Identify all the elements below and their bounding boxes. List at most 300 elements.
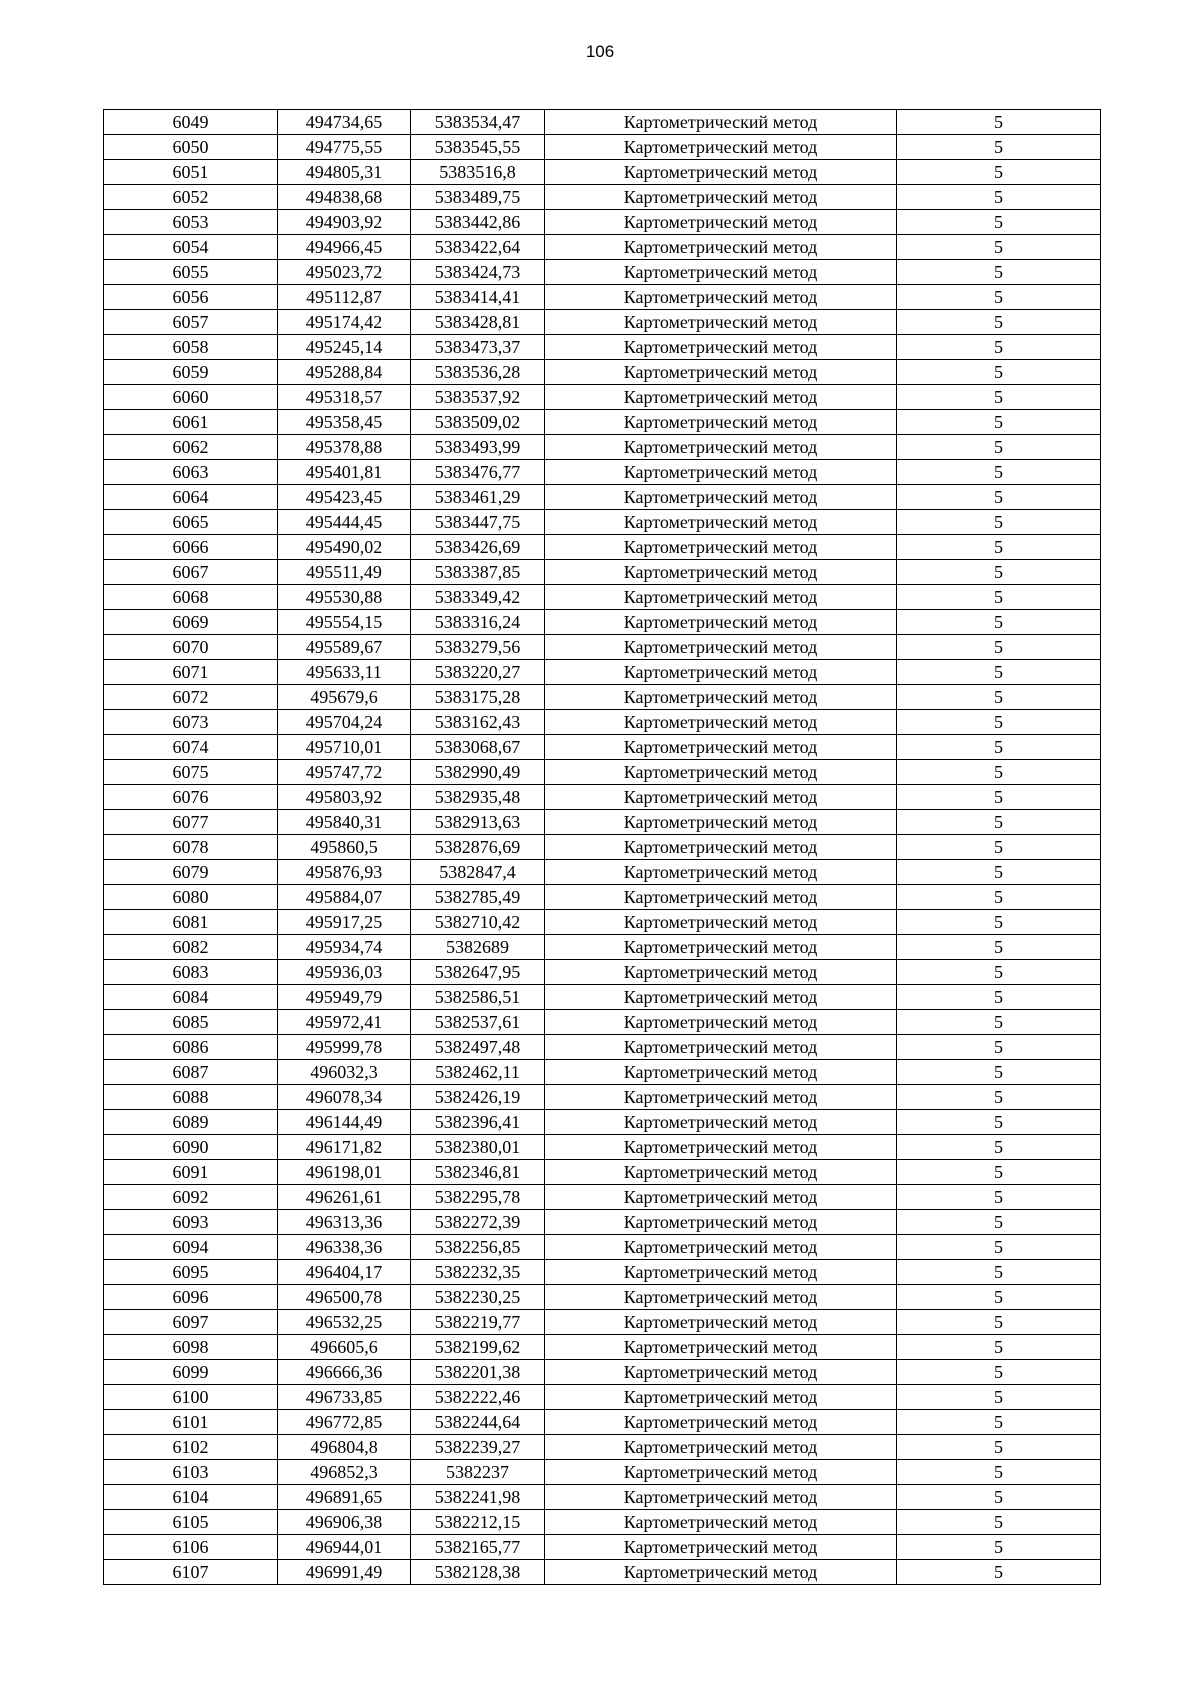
x-coordinate-cell: 496500,78 xyxy=(278,1285,411,1310)
y-coordinate-cell: 5382426,19 xyxy=(411,1085,545,1110)
point-number-cell: 6057 xyxy=(104,310,278,335)
x-coordinate-cell: 494838,68 xyxy=(278,185,411,210)
method-cell: Картометрический метод xyxy=(545,710,897,735)
x-coordinate-cell: 496666,36 xyxy=(278,1360,411,1385)
accuracy-cell: 5 xyxy=(897,1035,1101,1060)
accuracy-cell: 5 xyxy=(897,235,1101,260)
method-cell: Картометрический метод xyxy=(545,860,897,885)
table-row xyxy=(104,610,1101,635)
x-coordinate-cell: 495934,74 xyxy=(278,935,411,960)
table-row xyxy=(104,735,1101,760)
table-row xyxy=(104,1135,1101,1160)
accuracy-cell: 5 xyxy=(897,1010,1101,1035)
table-row xyxy=(104,560,1101,585)
y-coordinate-cell: 5382710,42 xyxy=(411,910,545,935)
y-coordinate-cell: 5382689 xyxy=(411,935,545,960)
table-row xyxy=(104,1010,1101,1035)
y-coordinate-cell: 5382462,11 xyxy=(411,1060,545,1085)
table-row xyxy=(104,1360,1101,1385)
x-coordinate-cell: 495679,6 xyxy=(278,685,411,710)
accuracy-cell: 5 xyxy=(897,760,1101,785)
point-number-cell: 6104 xyxy=(104,1485,278,1510)
x-coordinate-cell: 495112,87 xyxy=(278,285,411,310)
accuracy-cell: 5 xyxy=(897,1110,1101,1135)
accuracy-cell: 5 xyxy=(897,410,1101,435)
point-number-cell: 6055 xyxy=(104,260,278,285)
table-row xyxy=(104,810,1101,835)
table-row xyxy=(104,1410,1101,1435)
accuracy-cell: 5 xyxy=(897,685,1101,710)
point-number-cell: 6051 xyxy=(104,160,278,185)
table-row xyxy=(104,985,1101,1010)
x-coordinate-cell: 495936,03 xyxy=(278,960,411,985)
method-cell: Картометрический метод xyxy=(545,335,897,360)
y-coordinate-cell: 5383349,42 xyxy=(411,585,545,610)
table-row xyxy=(104,1335,1101,1360)
table-row xyxy=(104,1060,1101,1085)
x-coordinate-cell: 496144,49 xyxy=(278,1110,411,1135)
x-coordinate-cell: 496198,01 xyxy=(278,1160,411,1185)
x-coordinate-cell: 495840,31 xyxy=(278,810,411,835)
method-cell: Картометрический метод xyxy=(545,1135,897,1160)
table-row xyxy=(104,1160,1101,1185)
y-coordinate-cell: 5383545,55 xyxy=(411,135,545,160)
method-cell: Картометрический метод xyxy=(545,1535,897,1560)
accuracy-cell: 5 xyxy=(897,335,1101,360)
y-coordinate-cell: 5382230,25 xyxy=(411,1285,545,1310)
method-cell: Картометрический метод xyxy=(545,760,897,785)
y-coordinate-cell: 5382165,77 xyxy=(411,1535,545,1560)
y-coordinate-cell: 5382201,38 xyxy=(411,1360,545,1385)
method-cell: Картометрический метод xyxy=(545,835,897,860)
table-row xyxy=(104,885,1101,910)
x-coordinate-cell: 494903,92 xyxy=(278,210,411,235)
accuracy-cell: 5 xyxy=(897,1385,1101,1410)
point-number-cell: 6075 xyxy=(104,760,278,785)
accuracy-cell: 5 xyxy=(897,960,1101,985)
y-coordinate-cell: 5383537,92 xyxy=(411,385,545,410)
x-coordinate-cell: 496944,01 xyxy=(278,1535,411,1560)
x-coordinate-cell: 496313,36 xyxy=(278,1210,411,1235)
accuracy-cell: 5 xyxy=(897,885,1101,910)
y-coordinate-cell: 5383447,75 xyxy=(411,510,545,535)
y-coordinate-cell: 5382876,69 xyxy=(411,835,545,860)
table-row xyxy=(104,160,1101,185)
accuracy-cell: 5 xyxy=(897,1260,1101,1285)
y-coordinate-cell: 5382222,46 xyxy=(411,1385,545,1410)
point-number-cell: 6084 xyxy=(104,985,278,1010)
table-row xyxy=(104,635,1101,660)
table-row xyxy=(104,585,1101,610)
table-row xyxy=(104,1510,1101,1535)
x-coordinate-cell: 496605,6 xyxy=(278,1335,411,1360)
point-number-cell: 6095 xyxy=(104,1260,278,1285)
y-coordinate-cell: 5383493,99 xyxy=(411,435,545,460)
table-row xyxy=(104,285,1101,310)
y-coordinate-cell: 5382128,38 xyxy=(411,1560,545,1585)
point-number-cell: 6096 xyxy=(104,1285,278,1310)
method-cell: Картометрический метод xyxy=(545,110,897,135)
accuracy-cell: 5 xyxy=(897,460,1101,485)
method-cell: Картометрический метод xyxy=(545,1385,897,1410)
method-cell: Картометрический метод xyxy=(545,1035,897,1060)
accuracy-cell: 5 xyxy=(897,1160,1101,1185)
accuracy-cell: 5 xyxy=(897,185,1101,210)
point-number-cell: 6098 xyxy=(104,1335,278,1360)
method-cell: Картометрический метод xyxy=(545,1485,897,1510)
y-coordinate-cell: 5383489,75 xyxy=(411,185,545,210)
point-number-cell: 6070 xyxy=(104,635,278,660)
y-coordinate-cell: 5382497,48 xyxy=(411,1035,545,1060)
accuracy-cell: 5 xyxy=(897,1285,1101,1310)
accuracy-cell: 5 xyxy=(897,435,1101,460)
y-coordinate-cell: 5382586,51 xyxy=(411,985,545,1010)
y-coordinate-cell: 5382212,15 xyxy=(411,1510,545,1535)
coordinates-table-body xyxy=(104,110,1101,1585)
table-row xyxy=(104,710,1101,735)
x-coordinate-cell: 494805,31 xyxy=(278,160,411,185)
y-coordinate-cell: 5382935,48 xyxy=(411,785,545,810)
y-coordinate-cell: 5382396,41 xyxy=(411,1110,545,1135)
table-row xyxy=(104,935,1101,960)
point-number-cell: 6062 xyxy=(104,435,278,460)
point-number-cell: 6081 xyxy=(104,910,278,935)
x-coordinate-cell: 495876,93 xyxy=(278,860,411,885)
method-cell: Картометрический метод xyxy=(545,260,897,285)
point-number-cell: 6102 xyxy=(104,1435,278,1460)
method-cell: Картометрический метод xyxy=(545,235,897,260)
method-cell: Картометрический метод xyxy=(545,1010,897,1035)
accuracy-cell: 5 xyxy=(897,785,1101,810)
y-coordinate-cell: 5382199,62 xyxy=(411,1335,545,1360)
point-number-cell: 6106 xyxy=(104,1535,278,1560)
y-coordinate-cell: 5383473,37 xyxy=(411,335,545,360)
point-number-cell: 6063 xyxy=(104,460,278,485)
method-cell: Картометрический метод xyxy=(545,1510,897,1535)
point-number-cell: 6097 xyxy=(104,1310,278,1335)
table-row xyxy=(104,185,1101,210)
method-cell: Картометрический метод xyxy=(545,910,897,935)
table-row xyxy=(104,1210,1101,1235)
table-row xyxy=(104,1235,1101,1260)
table-row xyxy=(104,835,1101,860)
point-number-cell: 6078 xyxy=(104,835,278,860)
accuracy-cell: 5 xyxy=(897,735,1101,760)
table-row xyxy=(104,1285,1101,1310)
table-row xyxy=(104,860,1101,885)
method-cell: Картометрический метод xyxy=(545,535,897,560)
y-coordinate-cell: 5383461,29 xyxy=(411,485,545,510)
accuracy-cell: 5 xyxy=(897,610,1101,635)
x-coordinate-cell: 495949,79 xyxy=(278,985,411,1010)
table-row xyxy=(104,235,1101,260)
x-coordinate-cell: 496772,85 xyxy=(278,1410,411,1435)
x-coordinate-cell: 495972,41 xyxy=(278,1010,411,1035)
point-number-cell: 6090 xyxy=(104,1135,278,1160)
y-coordinate-cell: 5383162,43 xyxy=(411,710,545,735)
accuracy-cell: 5 xyxy=(897,210,1101,235)
method-cell: Картометрический метод xyxy=(545,1110,897,1135)
accuracy-cell: 5 xyxy=(897,985,1101,1010)
point-number-cell: 6101 xyxy=(104,1410,278,1435)
table-row xyxy=(104,1310,1101,1335)
x-coordinate-cell: 495174,42 xyxy=(278,310,411,335)
point-number-cell: 6086 xyxy=(104,1035,278,1060)
y-coordinate-cell: 5383175,28 xyxy=(411,685,545,710)
method-cell: Картометрический метод xyxy=(545,585,897,610)
method-cell: Картометрический метод xyxy=(545,810,897,835)
point-number-cell: 6053 xyxy=(104,210,278,235)
point-number-cell: 6059 xyxy=(104,360,278,385)
point-number-cell: 6093 xyxy=(104,1210,278,1235)
y-coordinate-cell: 5383536,28 xyxy=(411,360,545,385)
point-number-cell: 6066 xyxy=(104,535,278,560)
point-number-cell: 6094 xyxy=(104,1235,278,1260)
x-coordinate-cell: 495358,45 xyxy=(278,410,411,435)
y-coordinate-cell: 5383426,69 xyxy=(411,535,545,560)
method-cell: Картометрический метод xyxy=(545,1260,897,1285)
method-cell: Картометрический метод xyxy=(545,360,897,385)
point-number-cell: 6100 xyxy=(104,1385,278,1410)
y-coordinate-cell: 5382380,01 xyxy=(411,1135,545,1160)
accuracy-cell: 5 xyxy=(897,1560,1101,1585)
accuracy-cell: 5 xyxy=(897,1435,1101,1460)
method-cell: Картометрический метод xyxy=(545,1185,897,1210)
x-coordinate-cell: 495318,57 xyxy=(278,385,411,410)
accuracy-cell: 5 xyxy=(897,485,1101,510)
y-coordinate-cell: 5382537,61 xyxy=(411,1010,545,1035)
y-coordinate-cell: 5382232,35 xyxy=(411,1260,545,1285)
table-row xyxy=(104,1460,1101,1485)
x-coordinate-cell: 494775,55 xyxy=(278,135,411,160)
accuracy-cell: 5 xyxy=(897,910,1101,935)
point-number-cell: 6076 xyxy=(104,785,278,810)
table-row xyxy=(104,135,1101,160)
accuracy-cell: 5 xyxy=(897,260,1101,285)
method-cell: Картометрический метод xyxy=(545,560,897,585)
table-row xyxy=(104,960,1101,985)
table-row xyxy=(104,435,1101,460)
accuracy-cell: 5 xyxy=(897,860,1101,885)
table-row xyxy=(104,685,1101,710)
table-row xyxy=(104,335,1101,360)
accuracy-cell: 5 xyxy=(897,1060,1101,1085)
accuracy-cell: 5 xyxy=(897,1485,1101,1510)
accuracy-cell: 5 xyxy=(897,1310,1101,1335)
y-coordinate-cell: 5383516,8 xyxy=(411,160,545,185)
x-coordinate-cell: 495803,92 xyxy=(278,785,411,810)
method-cell: Картометрический метод xyxy=(545,635,897,660)
table-row xyxy=(104,785,1101,810)
point-number-cell: 6082 xyxy=(104,935,278,960)
y-coordinate-cell: 5383316,24 xyxy=(411,610,545,635)
x-coordinate-cell: 496991,49 xyxy=(278,1560,411,1585)
point-number-cell: 6067 xyxy=(104,560,278,585)
table-row xyxy=(104,310,1101,335)
y-coordinate-cell: 5382647,95 xyxy=(411,960,545,985)
point-number-cell: 6052 xyxy=(104,185,278,210)
accuracy-cell: 5 xyxy=(897,360,1101,385)
x-coordinate-cell: 495288,84 xyxy=(278,360,411,385)
accuracy-cell: 5 xyxy=(897,635,1101,660)
accuracy-cell: 5 xyxy=(897,810,1101,835)
x-coordinate-cell: 495999,78 xyxy=(278,1035,411,1060)
accuracy-cell: 5 xyxy=(897,285,1101,310)
table-row xyxy=(104,1110,1101,1135)
method-cell: Картометрический метод xyxy=(545,1310,897,1335)
point-number-cell: 6089 xyxy=(104,1110,278,1135)
table-row xyxy=(104,410,1101,435)
method-cell: Картометрический метод xyxy=(545,1160,897,1185)
y-coordinate-cell: 5383220,27 xyxy=(411,660,545,685)
x-coordinate-cell: 496532,25 xyxy=(278,1310,411,1335)
y-coordinate-cell: 5382219,77 xyxy=(411,1310,545,1335)
table-row xyxy=(104,660,1101,685)
x-coordinate-cell: 495710,01 xyxy=(278,735,411,760)
x-coordinate-cell: 495884,07 xyxy=(278,885,411,910)
y-coordinate-cell: 5382346,81 xyxy=(411,1160,545,1185)
method-cell: Картометрический метод xyxy=(545,785,897,810)
method-cell: Картометрический метод xyxy=(545,135,897,160)
x-coordinate-cell: 495554,15 xyxy=(278,610,411,635)
point-number-cell: 6105 xyxy=(104,1510,278,1535)
method-cell: Картометрический метод xyxy=(545,660,897,685)
method-cell: Картометрический метод xyxy=(545,1560,897,1585)
point-number-cell: 6050 xyxy=(104,135,278,160)
point-number-cell: 6073 xyxy=(104,710,278,735)
accuracy-cell: 5 xyxy=(897,160,1101,185)
accuracy-cell: 5 xyxy=(897,710,1101,735)
coordinates-table-container xyxy=(103,109,1101,1585)
x-coordinate-cell: 495704,24 xyxy=(278,710,411,735)
method-cell: Картометрический метод xyxy=(545,935,897,960)
table-row xyxy=(104,1035,1101,1060)
accuracy-cell: 5 xyxy=(897,660,1101,685)
x-coordinate-cell: 496804,8 xyxy=(278,1435,411,1460)
x-coordinate-cell: 495423,45 xyxy=(278,485,411,510)
accuracy-cell: 5 xyxy=(897,1535,1101,1560)
table-row xyxy=(104,210,1101,235)
point-number-cell: 6058 xyxy=(104,335,278,360)
point-number-cell: 6079 xyxy=(104,860,278,885)
x-coordinate-cell: 495589,67 xyxy=(278,635,411,660)
y-coordinate-cell: 5383476,77 xyxy=(411,460,545,485)
method-cell: Картометрический метод xyxy=(545,210,897,235)
point-number-cell: 6074 xyxy=(104,735,278,760)
table-row xyxy=(104,485,1101,510)
y-coordinate-cell: 5383414,41 xyxy=(411,285,545,310)
method-cell: Картометрический метод xyxy=(545,285,897,310)
method-cell: Картометрический метод xyxy=(545,385,897,410)
x-coordinate-cell: 496891,65 xyxy=(278,1485,411,1510)
table-row xyxy=(104,1485,1101,1510)
method-cell: Картометрический метод xyxy=(545,1335,897,1360)
accuracy-cell: 5 xyxy=(897,1210,1101,1235)
table-row xyxy=(104,1560,1101,1585)
accuracy-cell: 5 xyxy=(897,935,1101,960)
accuracy-cell: 5 xyxy=(897,585,1101,610)
x-coordinate-cell: 495747,72 xyxy=(278,760,411,785)
method-cell: Картометрический метод xyxy=(545,1210,897,1235)
method-cell: Картометрический метод xyxy=(545,410,897,435)
x-coordinate-cell: 495530,88 xyxy=(278,585,411,610)
y-coordinate-cell: 5383428,81 xyxy=(411,310,545,335)
point-number-cell: 6071 xyxy=(104,660,278,685)
accuracy-cell: 5 xyxy=(897,510,1101,535)
x-coordinate-cell: 496906,38 xyxy=(278,1510,411,1535)
x-coordinate-cell: 495490,02 xyxy=(278,535,411,560)
method-cell: Картометрический метод xyxy=(545,1360,897,1385)
method-cell: Картометрический метод xyxy=(545,885,897,910)
x-coordinate-cell: 495511,49 xyxy=(278,560,411,585)
accuracy-cell: 5 xyxy=(897,560,1101,585)
coordinates-table xyxy=(103,109,1101,1585)
x-coordinate-cell: 495023,72 xyxy=(278,260,411,285)
accuracy-cell: 5 xyxy=(897,135,1101,160)
table-row xyxy=(104,360,1101,385)
point-number-cell: 6103 xyxy=(104,1460,278,1485)
table-row xyxy=(104,760,1101,785)
table-row xyxy=(104,910,1101,935)
point-number-cell: 6085 xyxy=(104,1010,278,1035)
x-coordinate-cell: 495917,25 xyxy=(278,910,411,935)
page-number: 106 xyxy=(585,42,615,61)
point-number-cell: 6064 xyxy=(104,485,278,510)
y-coordinate-cell: 5382295,78 xyxy=(411,1185,545,1210)
accuracy-cell: 5 xyxy=(897,1510,1101,1535)
x-coordinate-cell: 496261,61 xyxy=(278,1185,411,1210)
method-cell: Картометрический метод xyxy=(545,1060,897,1085)
y-coordinate-cell: 5383279,56 xyxy=(411,635,545,660)
point-number-cell: 6087 xyxy=(104,1060,278,1085)
x-coordinate-cell: 494734,65 xyxy=(278,110,411,135)
y-coordinate-cell: 5382847,4 xyxy=(411,860,545,885)
accuracy-cell: 5 xyxy=(897,1335,1101,1360)
accuracy-cell: 5 xyxy=(897,110,1101,135)
point-number-cell: 6049 xyxy=(104,110,278,135)
x-coordinate-cell: 495401,81 xyxy=(278,460,411,485)
accuracy-cell: 5 xyxy=(897,1085,1101,1110)
method-cell: Картометрический метод xyxy=(545,510,897,535)
method-cell: Картометрический метод xyxy=(545,485,897,510)
point-number-cell: 6065 xyxy=(104,510,278,535)
x-coordinate-cell: 496338,36 xyxy=(278,1235,411,1260)
method-cell: Картометрический метод xyxy=(545,160,897,185)
method-cell: Картометрический метод xyxy=(545,1435,897,1460)
method-cell: Картометрический метод xyxy=(545,1285,897,1310)
x-coordinate-cell: 496078,34 xyxy=(278,1085,411,1110)
point-number-cell: 6069 xyxy=(104,610,278,635)
accuracy-cell: 5 xyxy=(897,1460,1101,1485)
accuracy-cell: 5 xyxy=(897,310,1101,335)
y-coordinate-cell: 5382913,63 xyxy=(411,810,545,835)
y-coordinate-cell: 5383422,64 xyxy=(411,235,545,260)
x-coordinate-cell: 496852,3 xyxy=(278,1460,411,1485)
y-coordinate-cell: 5382785,49 xyxy=(411,885,545,910)
accuracy-cell: 5 xyxy=(897,1185,1101,1210)
y-coordinate-cell: 5382237 xyxy=(411,1460,545,1485)
y-coordinate-cell: 5383387,85 xyxy=(411,560,545,585)
method-cell: Картометрический метод xyxy=(545,610,897,635)
point-number-cell: 6072 xyxy=(104,685,278,710)
accuracy-cell: 5 xyxy=(897,385,1101,410)
y-coordinate-cell: 5383424,73 xyxy=(411,260,545,285)
table-row xyxy=(104,1260,1101,1285)
point-number-cell: 6054 xyxy=(104,235,278,260)
table-row xyxy=(104,1085,1101,1110)
x-coordinate-cell: 496733,85 xyxy=(278,1385,411,1410)
point-number-cell: 6060 xyxy=(104,385,278,410)
